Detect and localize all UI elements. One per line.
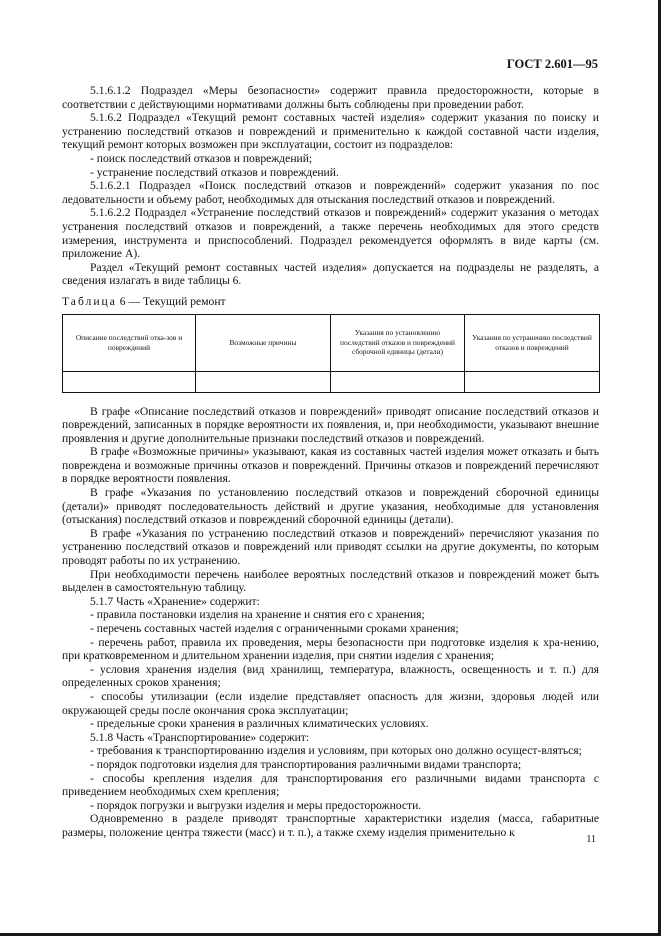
list-item: - способы утилизации (если изделие представляет опасность для жизни, здоровья людей или окружающей среды после окончания срока эксплуатации; xyxy=(62,689,599,717)
list-item: - перечень работ, правила их проведения, меры безопасности при подготовке изделия к хра-нению, при кратковременном и длительном хранении изделия, при снятии изделия с хранения; xyxy=(62,635,599,663)
table-row xyxy=(63,371,600,392)
paragraph-transport-characteristics: Одновременно в разделе приводят транспортные характеристики изделия (масса, габаритные размеры, положение центра тяжести (масс) и т. п.), а также схему изделия применительно к xyxy=(62,812,599,839)
list-item: - требования к транспортированию изделия и условиям, при которых оно должно осущест-вляться; xyxy=(90,744,582,758)
table-caption xyxy=(62,295,599,309)
list-item: - условия хранения изделия (вид хранилищ, температура, влажность, освещенность и т. п.) для определенных сроков хранения; xyxy=(62,662,599,690)
table-header-cell: Возможные причины xyxy=(196,314,331,371)
paragraph-separate-table: При необходимости перечень наиболее вероятных последствий отказов и повреждений может быть выделен в самостоятельную таблицу. xyxy=(62,567,599,595)
paragraph-column-1: В графе «Описание последствий отказов и повреждений» приводят описание последствий отказов и повреждений, записанных в порядке вероятности их появления, и, при необходимости, указывают внешние проявления и другие дополнительные признаки последствий отказов и повреждений. xyxy=(62,404,599,445)
list-item: - порядок подготовки изделия для транспортирования различными видами транспорта; xyxy=(90,757,522,771)
paragraph-5-1-6-1-2: 5.1.6.1.2 Подраздел «Меры безопасности» содержит правила предосторожности, которые в соответствии с действующими нормативами должны быть соблюдены при проведении работ. xyxy=(62,84,599,111)
paragraph-5-1-7: 5.1.7 Часть «Хранение» содержит: xyxy=(90,594,260,608)
paragraph-section-note: Раздел «Текущий ремонт составных частей изделия» допускается на подразделы не разделять, а сведения излагать в виде таблицы 6. xyxy=(62,260,599,288)
paragraph-column-4: В графе «Указания по устранению последствий отказов и повреждений» перечисляют указания по устранению последствий отказов и повреждений или приводят ссылки на другие документы, по которым проводят работы по их устранению. xyxy=(62,526,599,568)
list-item: - способы крепления изделия для транспортирования его различными видами транспорта с приведением необходимых схем крепления; xyxy=(62,771,599,799)
paragraph-5-1-8: 5.1.8 Часть «Транспортирование» содержит: xyxy=(90,730,310,744)
table-header-cell: Указания по установлению последствий отказов и повреждений сборочной единицы (детали) xyxy=(331,314,465,371)
table-cell xyxy=(465,371,600,392)
list-item: - устранение последствий отказов и повреждений. xyxy=(90,165,339,179)
document-header-code: ГОСТ 2.601—95 xyxy=(506,57,598,71)
document-body xyxy=(62,84,599,840)
paragraph-column-3: В графе «Указания по установлению последствий отказов и повреждений сборочной единицы (детали)» приводят последовательность действий и другие указания, необходимые для установления (отыскания) последствий отказов и повреждений сборочной единицы (детали). xyxy=(62,486,599,527)
list-item: - предельные сроки хранения в различных климатических условиях. xyxy=(90,717,429,731)
table-caption-title: 6 — Текущий ремонт xyxy=(116,294,226,308)
list-item: - правила постановки изделия на хранение и снятия его с хранения; xyxy=(90,608,425,622)
list-item: - перечень составных частей изделия с ограниченными сроками хранения; xyxy=(90,622,459,635)
paragraph-column-2: В графе «Возможные причины» указывают, какая из составных частей изделия может отказать и быть повреждена и возможные причины отказов и повреждений. Причины отказов и повреждений перечисляют в порядке вероятности появления. xyxy=(62,445,599,486)
repair-table xyxy=(62,314,600,393)
table-header-cell: Указания по устранению последствий отказов и повреждений xyxy=(465,314,600,371)
paragraph-5-1-6-2: 5.1.6.2 Подраздел «Текущий ремонт составных частей изделия» содержит указания по поиску и устранению последствий отказов и повреждений и применительно к каждой составной части изделия, текущий ремонт которых возможен при эксплуатации, состоит из подразделов: xyxy=(62,111,599,152)
table-cell xyxy=(196,371,331,392)
table-caption-lead: Таблица xyxy=(62,294,117,308)
table-cell xyxy=(331,371,465,392)
table-cell xyxy=(63,371,196,392)
list-item: - поиск последствий отказов и повреждений; xyxy=(90,151,313,165)
page-number: 11 xyxy=(586,834,596,845)
paragraph-5-1-6-2-2: 5.1.6.2.2 Подраздел «Устранение последствий отказов и повреждений» содержит указания о методах устранения последствий отказов и повреждений, а также перечень необходимых для этого средств измерения, инструмента и приспособлений. Подраздел рекомендуется оформлять в виде карты (см. приложение А). xyxy=(62,206,599,261)
paragraph-5-1-6-2-1: 5.1.6.2.1 Подраздел «Поиск последствий отказов и повреждений» содержит указания по пос ледовательности и объему работ, необходимых для отыскания последствий отказов и повреждений. xyxy=(62,179,599,206)
table-header-cell: Описание последствий отка-зов и повреждений xyxy=(63,314,196,371)
list-item: - порядок погрузки и выгрузки изделия и меры предосторожности. xyxy=(90,798,422,812)
table-header-row xyxy=(63,314,600,371)
